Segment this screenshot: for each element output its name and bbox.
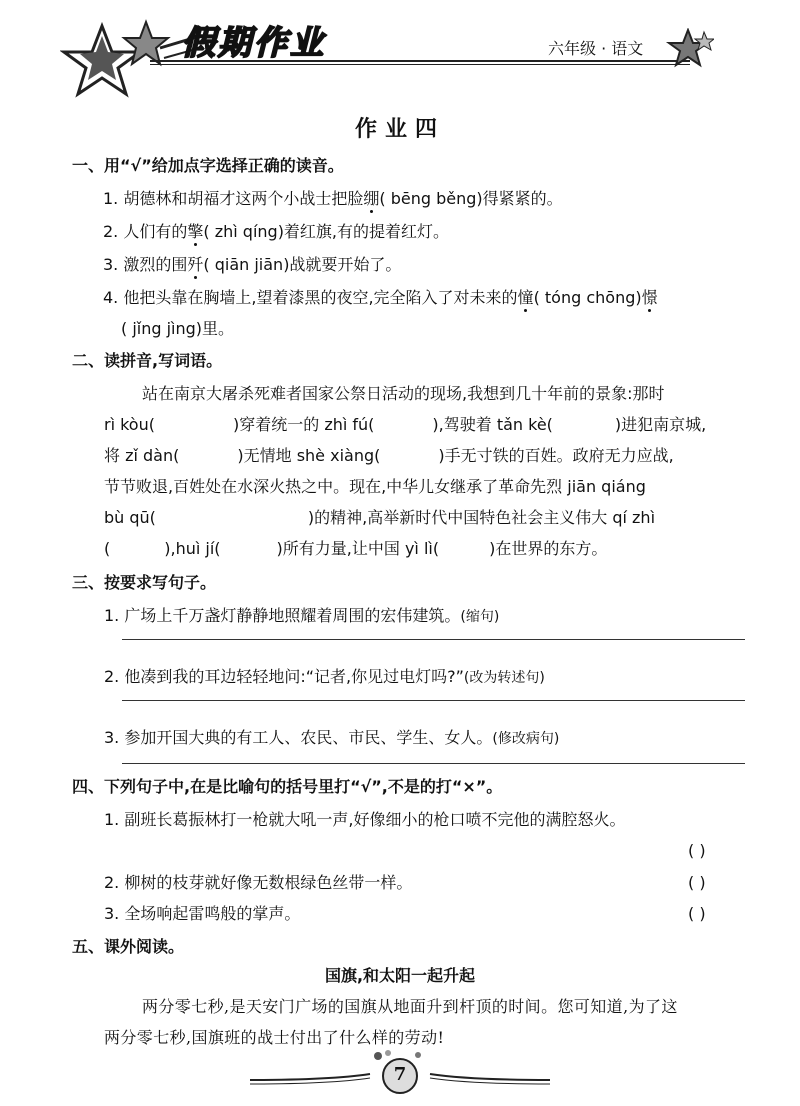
dotted-char: 憧 (517, 288, 534, 307)
pinyin-prompt: )无情地 shè xiàng( (237, 446, 381, 465)
question-hint: (修改病句) (492, 731, 560, 747)
section-3-title: 三、按要求写句子。 (72, 573, 217, 592)
header-banner (182, 24, 362, 62)
pinyin-prompt: )的精神,高举新时代中国特色社会主义伟大 qí zhì (307, 508, 656, 527)
question-number: 4. (103, 288, 119, 307)
pinyin-prompt: )在世界的东方。 (489, 539, 608, 558)
answer-parens[interactable]: ( ) (688, 841, 706, 860)
page-footer (0, 1050, 800, 1106)
s4-q2 (104, 872, 412, 894)
pinyin-prompt: rì kòu( (104, 415, 155, 434)
s1-q4 (103, 287, 658, 309)
s2-line-5 (104, 507, 655, 529)
pinyin-choices[interactable]: ( qiān jiān)战就要开始了。 (203, 255, 402, 274)
s3-q3 (104, 727, 559, 750)
question-text: 广场上千万盏灯静静地照耀着周围的宏伟建筑。 (124, 606, 461, 625)
question-text: 他把头靠在胸墙上,望着漆黑的夜空,完全陷入了对未来的 (123, 288, 518, 307)
s1-q3 (103, 254, 401, 276)
s1-q2 (103, 221, 449, 243)
pinyin-prompt: ),驾驶着 tǎn kè( (432, 415, 553, 434)
question-number: 1. (103, 189, 119, 208)
question-hint: (缩句) (460, 609, 500, 625)
answer-parens[interactable]: ( ) (688, 904, 706, 923)
star-decoration-icon (60, 18, 200, 98)
pinyin-choices[interactable]: ( tóng chōng) (533, 288, 642, 307)
question-number: 3. (104, 904, 120, 923)
grade-subject: 六年级 · 语文 (548, 39, 644, 58)
article-paragraph-2: 两分零七秒,国旗班的战士付出了什么样的劳动! (104, 1028, 445, 1047)
question-number: 3. (103, 255, 119, 274)
question-text: 人们有的 (123, 222, 188, 241)
question-number: 1. (104, 606, 120, 625)
question-text: 激烈的围 (123, 255, 188, 274)
pinyin-prompt: 将 zǐ dàn( (104, 446, 180, 465)
section-1-title: 一、用“√”给加点字选择正确的读音。 (72, 156, 344, 175)
question-number: 1. (104, 810, 120, 829)
s3-q2 (104, 666, 545, 689)
s4-q1 (104, 809, 625, 831)
question-text: 全场响起雷鸣般的掌声。 (124, 904, 301, 923)
dotted-char: 憬 (641, 288, 658, 307)
pinyin-choices[interactable]: ( bēng běng)得紧紧的。 (379, 189, 563, 208)
s2-line-3 (104, 445, 674, 467)
answer-line[interactable] (122, 763, 745, 764)
question-number: 3. (104, 728, 120, 747)
pinyin-prompt: bù qū( (104, 508, 156, 527)
banner-title: 假期作业 (182, 23, 326, 62)
question-text: 参加开国大典的有工人、农民、市民、学生、女人。 (124, 728, 493, 747)
section-5-title: 五、课外阅读。 (72, 937, 185, 956)
header-rule-thin (150, 64, 690, 65)
page-number: 7 (393, 1064, 407, 1085)
section-2-title: 二、读拼音,写词语。 (72, 351, 223, 370)
pinyin-prompt: )手无寸铁的百姓。政府无力应战, (438, 446, 674, 465)
question-text: 他凑到我的耳边轻轻地问:“记者,你见过电灯吗?” (124, 667, 464, 686)
question-hint: (改为转述句) (463, 670, 545, 686)
answer-parens[interactable]: ( ) (688, 873, 706, 892)
s4-q3 (104, 903, 300, 925)
answer-line[interactable] (122, 639, 745, 640)
question-number: 2. (104, 667, 120, 686)
assignment-title: 作业四 (354, 116, 445, 142)
s2-line-6 (104, 538, 607, 560)
s3-q1 (104, 605, 499, 628)
star-small-icon (664, 28, 714, 68)
s1-q1 (103, 188, 563, 210)
dotted-char: 歼 (187, 255, 204, 274)
pinyin-prompt: )穿着统一的 zhì fú( (232, 415, 375, 434)
s2-line-4: 节节败退,百姓处在水深火热之中。现在,中华儿女继承了革命先烈 jiān qiáng (104, 477, 646, 496)
question-text: 胡德林和胡福才这两个小战士把脸 (123, 189, 364, 208)
question-number: 2. (103, 222, 119, 241)
dotted-char: 绷 (363, 189, 380, 208)
pinyin-choices[interactable]: ( zhì qíng)着红旗,有的提着红灯。 (203, 222, 450, 241)
s2-line-2 (104, 414, 706, 436)
pinyin-prompt: )所有力量,让中国 yì lì( (276, 539, 440, 558)
question-text: 柳树的枝芽就好像无数根绿色丝带一样。 (124, 873, 413, 892)
question-text: 副班长葛振林打一枪就大吼一声,好像细小的枪口喷不完他的满腔怒火。 (124, 810, 626, 829)
dotted-char: 擎 (187, 222, 204, 241)
section-4-title: 四、下列句子中,在是比喻句的括号里打“√”,不是的打“×”。 (72, 777, 503, 796)
article-title: 国旗,和太阳一起升起 (324, 966, 476, 985)
s1-q4-line2[interactable]: ( jǐng jìng)里。 (121, 319, 235, 338)
pinyin-prompt: ( (104, 539, 111, 558)
answer-line[interactable] (122, 700, 745, 701)
page-header (0, 0, 800, 100)
question-number: 2. (104, 873, 120, 892)
article-paragraph-1: 两分零七秒,是天安门广场的国旗从地面升到杆顶的时间。您可知道,为了这 (142, 997, 678, 1016)
pinyin-prompt: )进犯南京城, (614, 415, 707, 434)
pinyin-prompt: ),huì jí( (164, 539, 221, 558)
s2-line-1: 站在南京大屠杀死难者国家公祭日活动的现场,我想到几十年前的景象:那时 (142, 384, 665, 403)
